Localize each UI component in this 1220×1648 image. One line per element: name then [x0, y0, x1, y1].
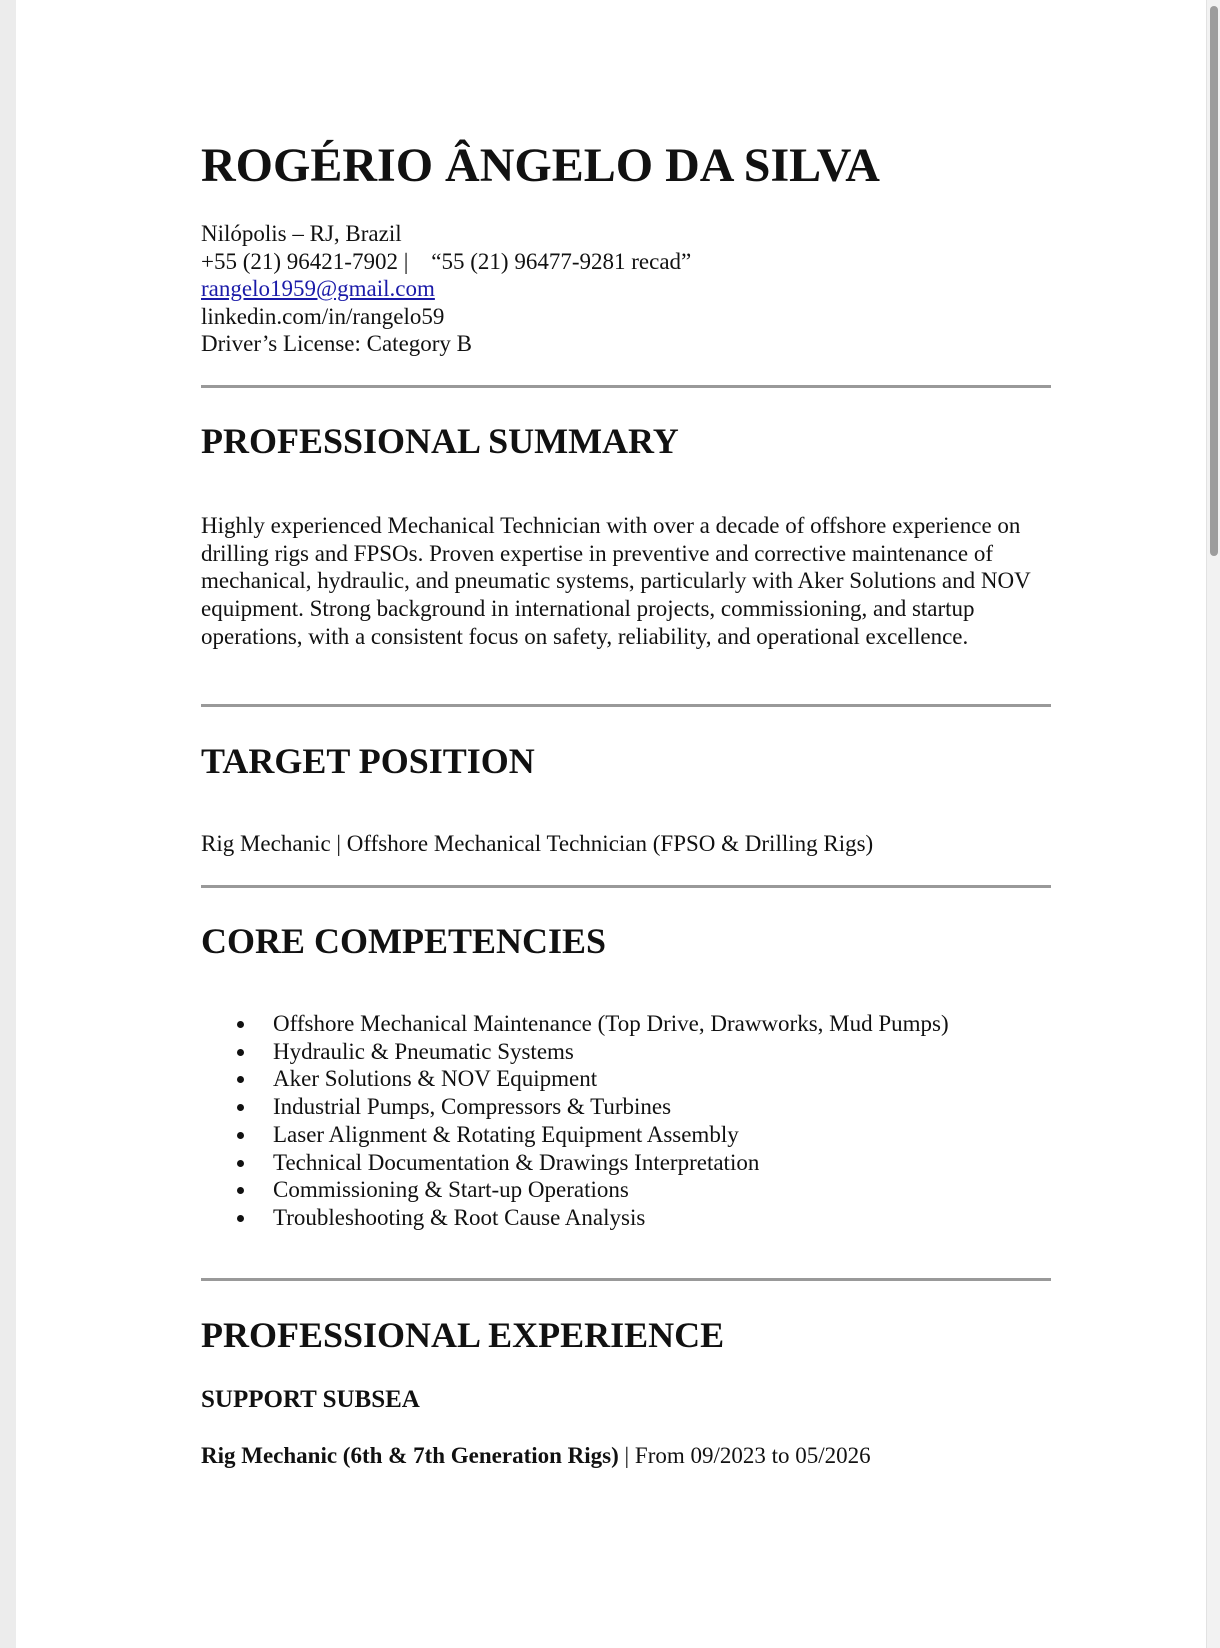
employer-name: SUPPORT SUBSEA: [201, 1386, 420, 1413]
summary-text: Highly experienced Mechanical Technician with over a decade of offshore experience on drilling rigs and FPSOs. Proven expertise in preventive and corrective maintenance of mechanical, hydraulic, and pneumatic systems, particularly with Aker Solutions and NOV equipment. Strong background in international projects, commissioning, and startup operations, with a consistent focus on safety, reliability, and operational excellence.: [201, 513, 1031, 649]
section-divider: [201, 1278, 1051, 1281]
bullet-icon: [237, 1021, 244, 1028]
target-heading: TARGET POSITION: [201, 741, 535, 781]
summary-heading: PROFESSIONAL SUMMARY: [201, 421, 679, 461]
linkedin-url: linkedin.com/in/rangelo59: [201, 303, 445, 329]
role-line: [201, 1441, 871, 1471]
list-item: Hydraulic & Pneumatic Systems: [201, 1038, 949, 1066]
bullet-icon: [237, 1049, 244, 1056]
bullet-icon: [237, 1132, 244, 1139]
bullet-icon: [237, 1076, 244, 1083]
list-item: Commissioning & Start-up Operations: [201, 1176, 949, 1204]
drivers-license: Driver’s License: Category B: [201, 331, 473, 356]
section-divider: [201, 885, 1051, 888]
phone-numbers: +55 (21) 96421-7902 | “55 (21) 96477-9281 recad”: [201, 248, 692, 274]
bullet-icon: [237, 1187, 244, 1194]
location: Nilópolis – RJ, Brazil: [201, 221, 402, 246]
document-page: [16, 0, 1206, 1648]
list-item: Technical Documentation & Drawings Interpretation: [201, 1149, 949, 1177]
role-period: | From 09/2023 to 05/2026: [618, 1443, 871, 1468]
bullet-icon: [237, 1104, 244, 1111]
target-text: Rig Mechanic | Offshore Mechanical Technician (FPSO & Drilling Rigs): [201, 831, 874, 856]
contact-block: [201, 220, 691, 358]
section-divider: [201, 385, 1051, 388]
list-item: Troubleshooting & Root Cause Analysis: [201, 1204, 949, 1232]
experience-heading: PROFESSIONAL EXPERIENCE: [201, 1315, 725, 1355]
role-title: Rig Mechanic (6th & 7th Generation Rigs): [201, 1443, 619, 1468]
scrollbar-thumb[interactable]: [1210, 6, 1218, 556]
bullet-icon: [237, 1160, 244, 1167]
section-divider: [201, 704, 1051, 707]
list-item: Offshore Mechanical Maintenance (Top Drive, Drawworks, Mud Pumps): [201, 1010, 949, 1038]
candidate-name: ROGÉRIO ÂNGELO DA SILVA: [201, 139, 880, 192]
list-item: Industrial Pumps, Compressors & Turbines: [201, 1093, 949, 1121]
list-item: Aker Solutions & NOV Equipment: [201, 1065, 949, 1093]
competencies-list: [201, 1010, 949, 1232]
list-item: Laser Alignment & Rotating Equipment Assembly: [201, 1121, 949, 1149]
competencies-heading: CORE COMPETENCIES: [201, 921, 607, 961]
bullet-icon: [237, 1215, 244, 1222]
vertical-scrollbar[interactable]: [1206, 0, 1220, 1648]
email-link[interactable]: rangelo1959@gmail.com: [201, 276, 435, 301]
